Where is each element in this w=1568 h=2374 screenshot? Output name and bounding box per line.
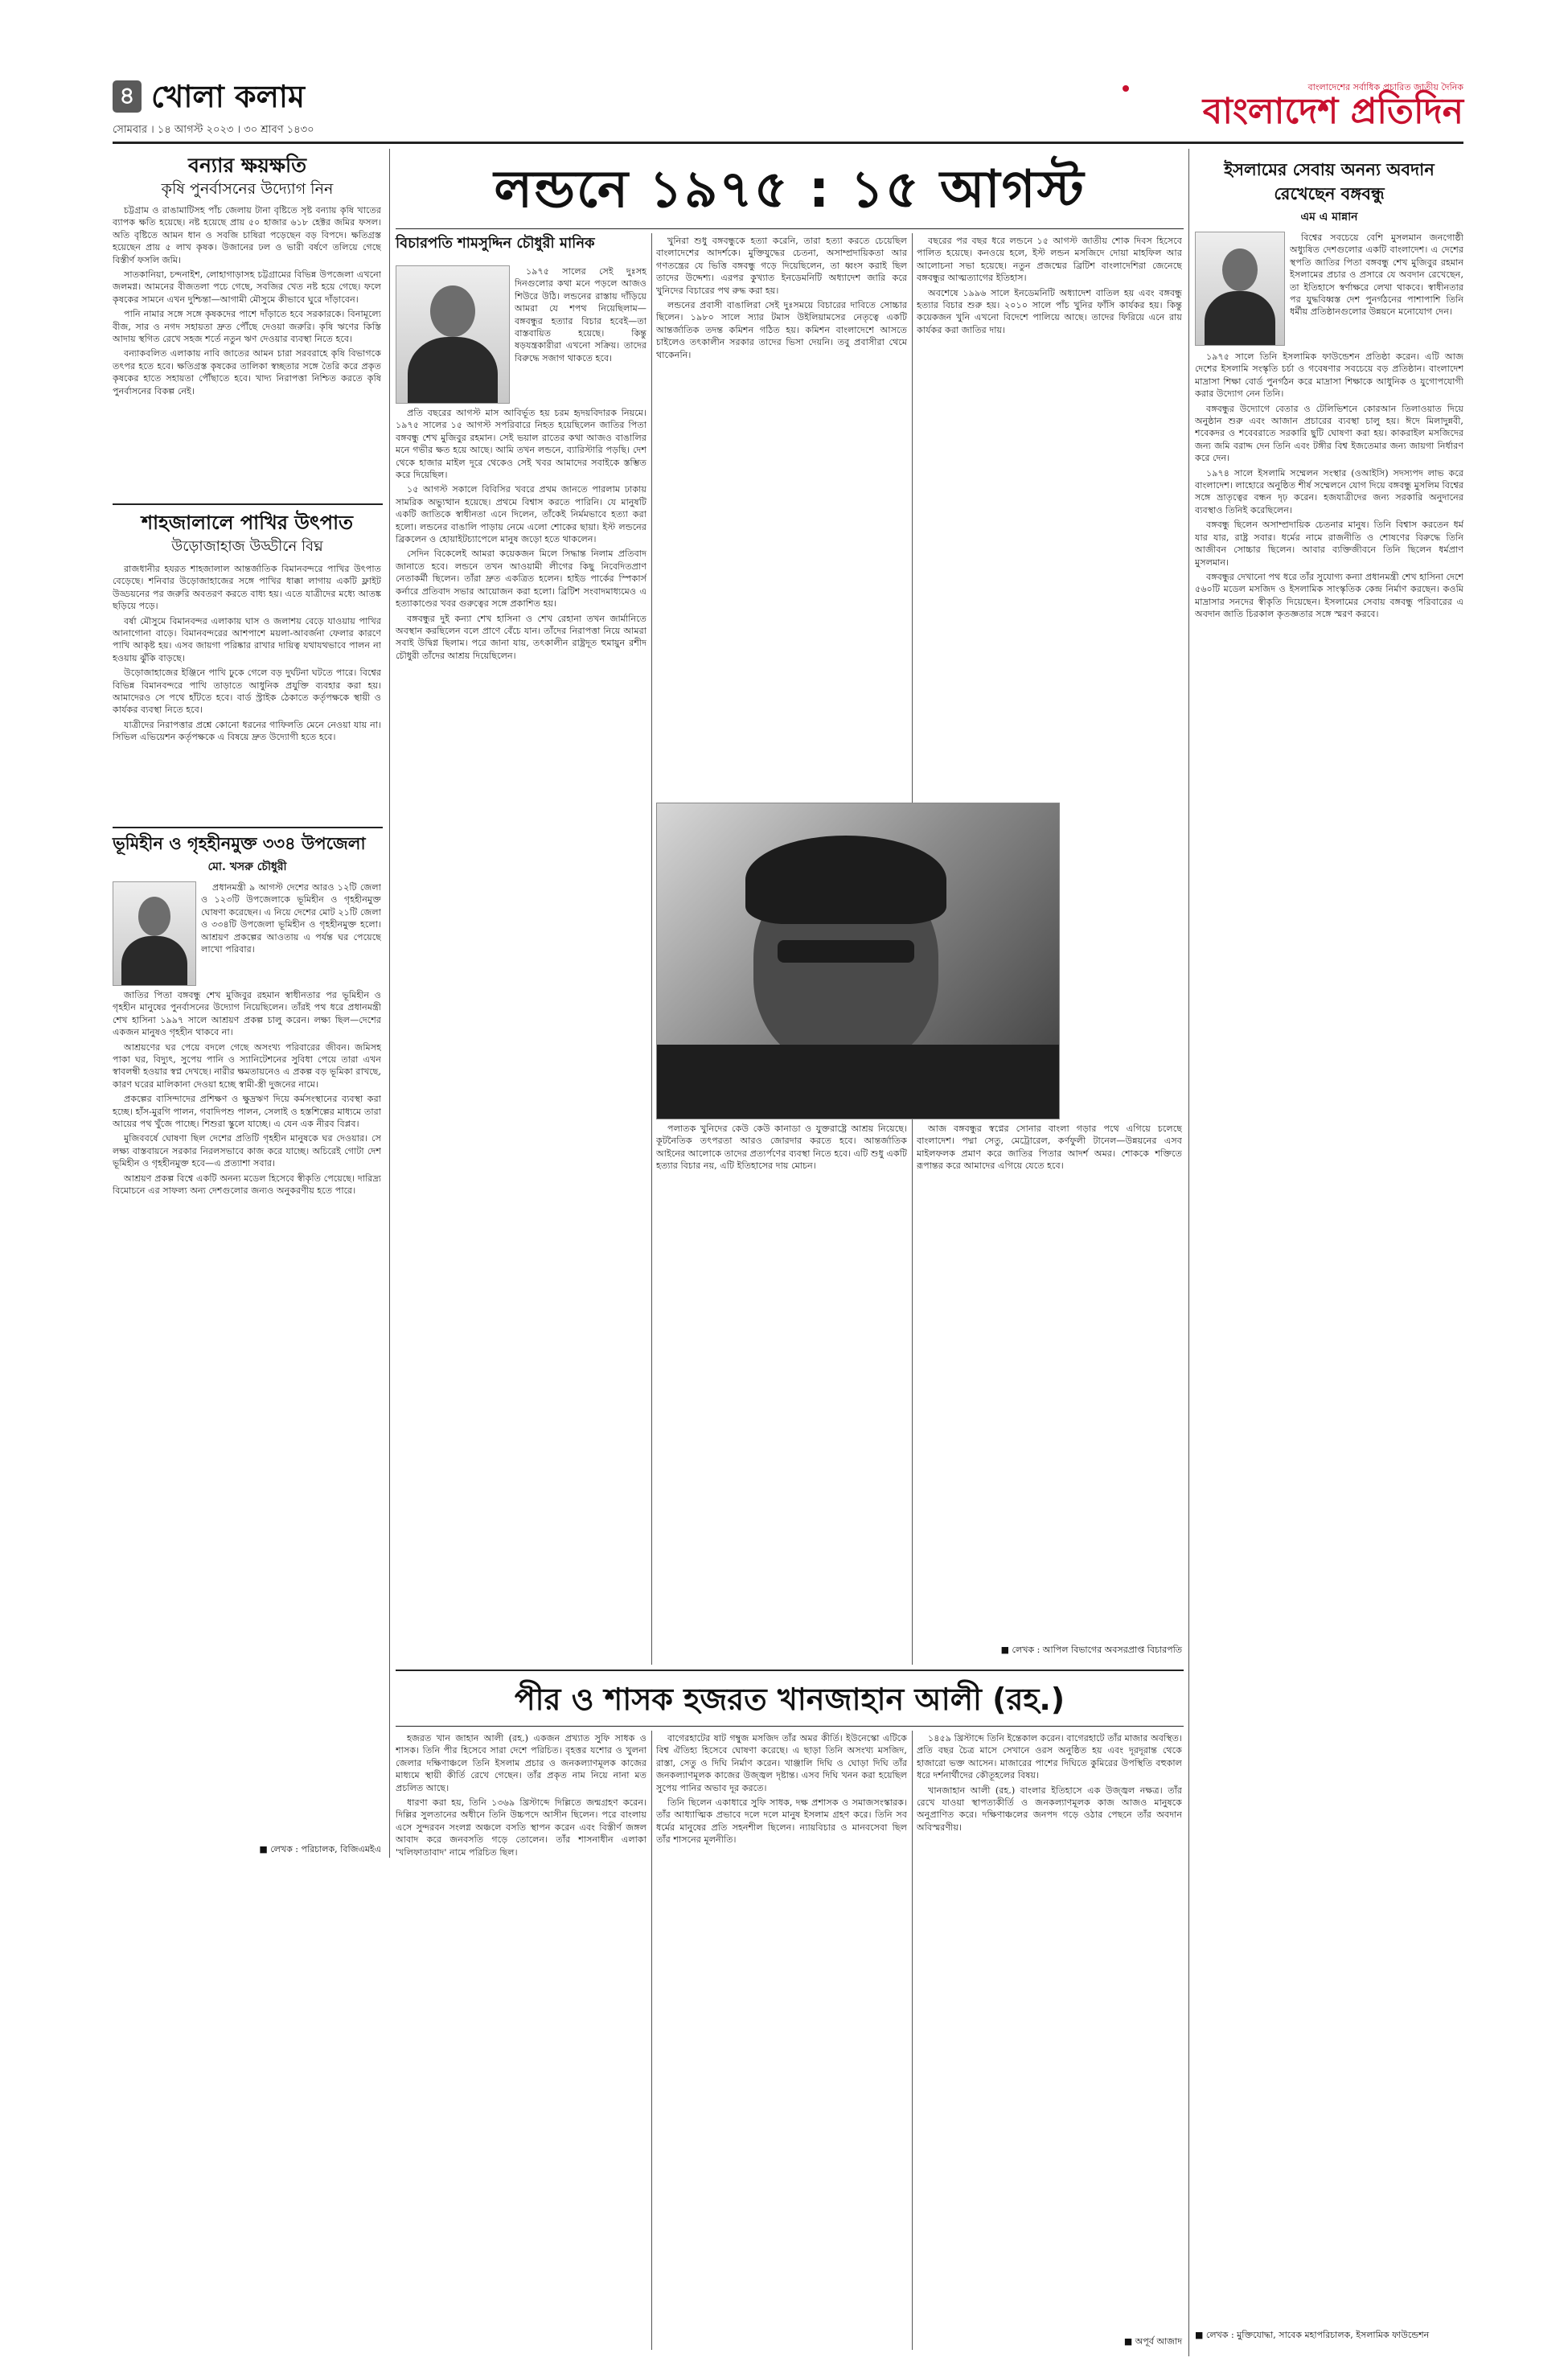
paragraph: বাগেরহাটের ষাট গম্বুজ মসজিদ তাঁর অমর কীর্তি। ইউনেস্কো এটিকে বিশ্ব ঐতিহ্য হিসেবে ঘোষণা করেছে। এ ছাড়া তিনি অসংখ্য মসজিদ, রাস্তা, সেতু ও দিঘি নির্মাণ করেন। খাঞ্জালি দিঘি ও ঘোড়া দিঘি তাঁর জনকল্যাণমূলক কাজের উজ্জ্বল দৃষ্টান্ত। এসব দিঘি খনন করা হয়েছিল সুপেয় পানির অভাব দূর করতে। — [656, 1733, 907, 1793]
pir-headline: পীর ও শাসক হজরত খানজাহান আলী (রহ.) — [514, 1682, 1065, 1717]
paragraph: আশ্রয়ণ প্রকল্প বিশ্বে একটি অনন্য মডেল হিসেবে স্বীকৃতি পেয়েছে। দারিদ্র্য বিমোচনে এর সাফল্য অন্য দেশগুলোর জন্যও অনুকরণীয় হতে পারে। — [113, 1173, 381, 1197]
pir-author-credit: ■ অপূর্ব আজাদ — [1123, 2336, 1182, 2347]
flood-kicker: বন্যার ক্ষয়ক্ষতি — [188, 154, 306, 177]
logo-red-dot — [1123, 85, 1129, 92]
newspaper-logo: বাংলাদেশ প্রতিদিন — [1202, 91, 1463, 132]
paragraph: প্রধানমন্ত্রী ৯ আগস্ট দেশের আরও ১২টি জেলা ও ১২৩টি উপজেলাকে ভূমিহীন ও গৃহহীনমুক্ত ঘোষণা করেছেন। এ নিয়ে দেশের মোট ২১টি জেলা ও ৩৩৪টি উপজেলা ভূমিহীন ও গৃহহীনমুক্ত হলো। আশ্রয়ণ প্রকল্পের আওতায় এ পর্যন্ত ঘর পেয়েছে লাখো পরিবার। — [201, 882, 381, 955]
london-body-col1-top — [515, 265, 646, 404]
landless-headline: ভূমিহীন ও গৃহহীনমুক্ত ৩৩৪ উপজেলা — [113, 834, 366, 853]
paragraph: জাতির পিতা বঙ্গবন্ধু শেখ মুজিবুর রহমান স্বাধীনতার পর ভূমিহীন ও গৃহহীন মানুষের পুনর্বাসনের উদ্যোগ নিয়েছিলেন। তাঁরই পথ ধরে প্রধানমন্ত্রী শেখ হাসিনা ১৯৯৭ সালে আশ্রয়ণ প্রকল্প চালু করেন। লক্ষ্য ছিল—দেশের একজন মানুষও গৃহহীন থাকবে না। — [113, 990, 381, 1038]
london-body-col2-top — [656, 235, 907, 798]
london-body-col1 — [396, 407, 646, 1663]
paragraph: পলাতক খুনিদের কেউ কেউ কানাডা ও যুক্তরাষ্ট্রে আশ্রয় নিয়েছে। কূটনৈতিক তৎপরতা আরও জোরদার করতে হবে। আন্তর্জাতিক আইনের আলোকে তাদের প্রত্যর্পণের ব্যবস্থা নিতে হবে। এটি শুধু একটি হত্যার বিচার নয়, এটি ইতিহাসের দায় মোচন। — [656, 1123, 907, 1172]
paragraph: বর্ষা মৌসুমে বিমানবন্দর এলাকায় ঘাস ও জলাশয় বেড়ে যাওয়ায় পাখির আনাগোনা বাড়ে। বিমানবন্দরের আশপাশে ময়লা-আবর্জনা ফেলার কারণে পাখি আকৃষ্ট হয়। এসব জায়গা পরিষ্কার রাখার দায়িত্ব যথাযথভাবে পালন না হওয়ায় ঝুঁকি বাড়ছে। — [113, 615, 381, 663]
landless-body-beside-photo — [201, 881, 381, 986]
logo-tagline: বাংলাদেশের সর্বাধিক প্রচারিত জাতীয় দৈনিক — [1307, 82, 1463, 92]
author-photo — [1195, 232, 1285, 346]
pir-body-col3 — [917, 1732, 1182, 2331]
section-title: খোলা কলাম — [151, 78, 305, 114]
section-rule — [113, 503, 383, 505]
paragraph: বঙ্গবন্ধু ছিলেন অসাম্প্রদায়িক চেতনার মানুষ। তিনি বিশ্বাস করতেন ধর্ম যার যার, রাষ্ট্র সবার। ধর্মের নামে রাজনীতি ও শোষণের বিরুদ্ধে তিনি আজীবন সোচ্চার ছিলেন। আবার ব্যক্তিজীবনে তিনি ছিলেন ধর্মপ্রাণ মুসলমান। — [1195, 520, 1463, 568]
paragraph: বিশ্বের সবচেয়ে বেশি মুসলমান জনগোষ্ঠী অধ্যুষিত দেশগুলোর একটি বাংলাদেশ। এ দেশের স্থপতি জাতির পিতা বঙ্গবন্ধু শেখ মুজিবুর রহমান ইসলামের প্রচার ও প্রসারে যে অবদান রেখেছেন, তা ইতিহাসে স্বর্ণাক্ষরে লেখা থাকবে। স্বাধীনতার পর যুদ্ধবিধ্বস্ত দেশ পুনর্গঠনের পাশাপাশি তিনি ধর্মীয় প্রতিষ্ঠানগুলোর উন্নয়নে মনোযোগ দেন। — [1290, 232, 1463, 318]
flood-body — [113, 204, 381, 499]
islam-body-beside-photo — [1290, 232, 1463, 346]
islam-byline: এম এ মান্নান — [1300, 211, 1358, 224]
paragraph: রাজধানীর হযরত শাহজালাল আন্তর্জাতিক বিমানবন্দরে পাখির উৎপাত বেড়েছে। শনিবার উড়োজাহাজের সঙ্গে পাখির ধাক্কা লাগায় একটি ফ্লাইট উড্ডয়নের পর জরুরি অবতরণ করতে বাধ্য হয়। এতে যাত্রীদের মধ্যে আতঙ্ক ছড়িয়ে পড়ে। — [113, 564, 381, 612]
paragraph: খুনিরা শুধু বঙ্গবন্ধুকে হত্যা করেনি, তারা হত্যা করতে চেয়েছিল বাংলাদেশের আদর্শকে। মুক্তিযুদ্ধের চেতনা, অসাম্প্রদায়িকতা আর গণতন্ত্রের যে ভিত্তি বঙ্গবন্ধু গড়ে দিয়েছিলেন, তা ধ্বংস করাই ছিল তাদের উদ্দেশ্য। এরপর কুখ্যাত ইনডেমনিটি অধ্যাদেশ জারি করে খুনিদের বিচারের পথ রুদ্ধ করা হয়। — [656, 236, 907, 296]
column-divider — [651, 1731, 652, 2350]
paragraph: প্রকল্পের বাসিন্দাদের প্রশিক্ষণ ও ক্ষুদ্রঋণ দিয়ে কর্মসংস্থানের ব্যবস্থা করা হচ্ছে। হাঁস-মুরগি পালন, গবাদিপশু পালন, সেলাই ও হস্তশিল্পের মাধ্যমে তারা আয়ের পথ খুঁজে পাচ্ছে। শিশুরা স্কুলে যাচ্ছে। এ যেন এক নীরব বিপ্লব। — [113, 1094, 381, 1130]
islam-author-credit: ■ লেখক : মুক্তিযোদ্ধা, সাবেক মহাপরিচালক, ইসলামিক ফাউন্ডেশন — [1195, 2330, 1430, 2340]
column-divider — [1188, 149, 1189, 2356]
landless-byline: মো. খসরু চৌধুরী — [207, 860, 287, 873]
dateline: সোমবার । ১৪ আগস্ট ২০২৩ । ৩০ শ্রাবণ ১৪৩০ — [113, 124, 314, 136]
page-number: ৪ — [119, 82, 135, 110]
paragraph: আশ্রয়ণের ঘর পেয়ে বদলে গেছে অসংখ্য পরিবারের জীবন। জমিসহ পাকা ঘর, বিদ্যুৎ, সুপেয় পানি ও স্যানিটেশনের সুবিধা পেয়ে তারা এখন স্বাবলম্বী হওয়ার স্বপ্ন দেখছে। নারীর ক্ষমতায়নেও এ প্রকল্প বড় ভূমিকা রাখছে, কারণ ঘরের মালিকানা দেওয়া হচ্ছে স্বামী-স্ত্রী দুজনের নামে। — [113, 1041, 381, 1090]
london-body-col2-bottom — [656, 1123, 907, 1663]
paragraph: খানজাহান আলী (রহ.) বাংলার ইতিহাসে এক উজ্জ্বল নক্ষত্র। তাঁর রেখে যাওয়া স্থাপত্যকীর্তি ও জনকল্যাণমূলক কাজ আজও মানুষকে অনুপ্রাণিত করে। দক্ষিণাঞ্চলের জনপদ গড়ে ওঠার পেছনে তাঁর অবদান অবিস্মরণীয়। — [917, 1785, 1182, 1833]
london-body-col3-bottom — [917, 1123, 1182, 1637]
paragraph: বঙ্গবন্ধুর দুই কন্যা শেখ হাসিনা ও শেখ রেহানা তখন জার্মানিতে অবস্থান করছিলেন বলে প্রাণে বেঁচে যান। তাঁদের নিরাপত্তা নিয়ে আমরা সবাই উদ্বিগ্ন ছিলাম। পরে জানা যায়, তৎকালীন রাষ্ট্রদূত হুমায়ুন রশীদ চৌধুরী তাঁদের আশ্রয় দিয়েছিলেন। — [396, 613, 646, 661]
column-divider — [912, 1731, 913, 2350]
paragraph: ১৯৭৫ সালে তিনি ইসলামিক ফাউন্ডেশন প্রতিষ্ঠা করেন। এটি আজ দেশের ইসলামি সংস্কৃতি চর্চা ও গবেষণার সবচেয়ে বড় প্রতিষ্ঠান। বাংলাদেশ মাদ্রাসা শিক্ষা বোর্ড পুনর্গঠন করে মাদ্রাসা শিক্ষাকে আধুনিক ও যুগোপযোগী করার উদ্যোগ নেন তিনি। — [1195, 351, 1463, 400]
shahjalal-headline: শাহজালালে পাখির উৎপাত — [141, 511, 354, 534]
paragraph: ধারণা করা হয়, তিনি ১৩৬৯ খ্রিস্টাব্দে দিল্লিতে জন্মগ্রহণ করেন। দিল্লির সুলতানের অধীনে তিনি উচ্চপদে আসীন ছিলেন। পরে বাংলায় এসে সুন্দরবন সংলগ্ন অঞ্চলে বসতি স্থাপন করেন এবং বিস্তীর্ণ জঙ্গল আবাদ করে জনবসতি গড়ে তোলেন। তাঁর শাসনাধীন এলাকা 'খলিফাতাবাদ' নামে পরিচিত ছিল। — [396, 1797, 646, 1858]
paragraph: লন্ডনের প্রবাসী বাঙালিরা সেই দুঃসময়ে বিচারের দাবিতে সোচ্চার ছিলেন। ১৯৮০ সালে স্যার টমাস উইলিয়ামসের নেতৃত্বে একটি আন্তর্জাতিক তদন্ত কমিশন গঠিত হয়। কমিশন বাংলাদেশে আসতে চাইলেও তৎকালীন সরকার তাদের ভিসা দেয়নি। তবু প্রবাসীরা থেমে থাকেননি। — [656, 300, 907, 360]
paragraph: ১৫ আগস্ট সকালে বিবিসির খবরে প্রথম জানতে পারলাম ঢাকায় সামরিক অভ্যুত্থান হয়েছে। প্রথমে বিশ্বাস করতে পারিনি। যে মানুষটি একটি জাতিকে স্বাধীনতা এনে দিলেন, তাঁকেই নির্মমভাবে হত্যা করা হলো। লন্ডনের বাঙালি পাড়ায় নেমে এলো শোকের ছায়া। ইস্ট লন্ডনের ব্রিকলেন ও হোয়াইটচ্যাপেলে মানুষ জড়ো হতে থাকলেন। — [396, 484, 646, 545]
paragraph: সেদিন বিকেলেই আমরা কয়েকজন মিলে সিদ্ধান্ত নিলাম প্রতিবাদ জানাতে হবে। লন্ডনে তখন আওয়ামী লীগের কিছু নিবেদিতপ্রাণ নেতাকর্মী ছিলেন। তাঁরা দ্রুত একত্রিত হলেন। হাইড পার্কের স্পিকার্স কর্নারে প্রতিবাদ সভার আয়োজন করা হলো। ব্রিটিশ সংবাদমাধ্যমেও এ হত্যাকাণ্ডের খবর গুরুত্বের সঙ্গে প্রকাশিত হয়। — [396, 548, 646, 610]
pir-body-col1 — [396, 1732, 646, 2347]
islam-body — [1195, 351, 1463, 2326]
paragraph: ১৯৭৪ সালে ইসলামি সম্মেলন সংস্থার (ওআইসি) সদস্যপদ লাভ করে বাংলাদেশ। লাহোরে অনুষ্ঠিত শীর্ষ সম্মেলনে যোগ দিয়ে বঙ্গবন্ধু মুসলিম বিশ্বের সঙ্গে ভ্রাতৃত্বের বন্ধন দৃঢ় করেন। হজযাত্রীদের জন্য সরকারি অনুদানের ব্যবস্থাও তিনিই করেছিলেন। — [1195, 467, 1463, 515]
london-headline: লন্ডনে ১৯৭৫ : ১৫ আগস্ট — [494, 160, 1086, 220]
paragraph: ১৪৫৯ খ্রিস্টাব্দে তিনি ইন্তেকাল করেন। বাগেরহাটে তাঁর মাজার অবস্থিত। প্রতি বছর চৈত্র মাসে সেখানে ওরস অনুষ্ঠিত হয় এবং দূরদূরান্ত থেকে হাজারো ভক্ত আসেন। মাজারের পাশের দিঘিতে কুমিরের উপস্থিতি বহুকাল ধরে দর্শনার্থীদের কৌতূহলের বিষয়। — [917, 1733, 1182, 1781]
section-rule — [396, 1670, 1184, 1671]
bangabandhu-photo — [656, 803, 1060, 1119]
paragraph: বন্যাকবলিত এলাকায় নাবি জাতের আমন চারা সরবরাহে কৃষি বিভাগকে তৎপর হতে হবে। ক্ষতিগ্রস্ত কৃষকের তালিকা স্বচ্ছতার সঙ্গে তৈরি করে প্রকৃত কৃষকের হাতে সহায়তা পৌঁছাতে হবে। খাদ্য নিরাপত্তা নিশ্চিত করতে কৃষি পুনর্বাসনের বিকল্প নেই। — [113, 348, 381, 396]
pir-body-col2 — [656, 1732, 907, 2347]
paragraph: বঙ্গবন্ধুর দেখানো পথ ধরে তাঁর সুযোগ্য কন্যা প্রধানমন্ত্রী শেখ হাসিনা দেশে ৫৬০টি মডেল মসজিদ ও ইসলামিক সাংস্কৃতিক কেন্দ্র নির্মাণ করছেন। কওমি মাদ্রাসার সনদের স্বীকৃতি দিয়েছেন। ইসলামের সেবায় বঙ্গবন্ধু পরিবারের এ অবদান জাতি চিরকাল কৃতজ্ঞতার সঙ্গে স্মরণ করবে। — [1195, 571, 1463, 620]
section-rule — [113, 827, 383, 828]
paragraph: তিনি ছিলেন একাধারে সুফি সাধক, দক্ষ প্রশাসক ও সমাজসংস্কারক। তাঁর আধ্যাত্মিক প্রভাবে দলে দলে মানুষ ইসলাম গ্রহণ করে। তিনি সব ধর্মের মানুষের প্রতি সহনশীল ছিলেন। ন্যায়বিচার ও মানবসেবা ছিল তাঁর শাসনের মূলনীতি। — [656, 1797, 907, 1846]
author-photo — [396, 265, 510, 404]
masthead-rule — [113, 142, 1463, 144]
paragraph: বঙ্গবন্ধুর উদ্যোগে বেতার ও টেলিভিশনে কোরআন তিলাওয়াত দিয়ে অনুষ্ঠান শুরু এবং আজান প্রচারের ব্যবস্থা চালু হয়। ঈদে মিলাদুন্নবী, শবেকদর ও শবেবরাতে সরকারি ছুটি ঘোষণা করা হয়। কাকরাইল মসজিদের জন্য জমি বরাদ্দ দেন তিনি এবং টঙ্গীর বিশ্ব ইজতেমার জন্য জায়গা নির্ধারণ করে দেন। — [1195, 403, 1463, 464]
paragraph: ১৯৭৫ সালের সেই দুঃসহ দিনগুলোর কথা মনে পড়লে আজও শিউরে উঠি। লন্ডনের রাস্তায় দাঁড়িয়ে আমরা যে শপথ নিয়েছিলাম—বঙ্গবন্ধুর হত্যার বিচার হবেই—তা বাস্তবায়িত হয়েছে। কিন্তু ষড়যন্ত্রকারীরা এখনো সক্রিয়। তাদের বিরুদ্ধে সজাগ থাকতে হবে। — [515, 266, 646, 363]
paragraph: সাতকানিয়া, চন্দনাইশ, লোহাগাড়াসহ চট্টগ্রামের বিভিন্ন উপজেলা এখনো জলমগ্ন। আমনের বীজতলা পচে গেছে, সবজির খেত নষ্ট হয়ে গেছে। ফলে কৃষকের সামনে এখন দুশ্চিন্তা—আগামী মৌসুমে কীভাবে ঘুরে দাঁড়াবেন। — [113, 269, 381, 305]
column-divider — [389, 149, 390, 1858]
paragraph: অবশেষে ১৯৯৬ সালে ইনডেমনিটি অধ্যাদেশ বাতিল হয় এবং বঙ্গবন্ধু হত্যার বিচার শুরু হয়। ২০১০ সালে পাঁচ খুনির ফাঁসি কার্যকর হয়। কিন্তু কয়েকজন খুনি এখনো বিদেশে পালিয়ে আছে। তাদের ফিরিয়ে এনে রায় কার্যকর করা জাতির দায়। — [917, 287, 1182, 335]
paragraph: প্রতি বছরের আগস্ট মাস আবির্ভূত হয় চরম হৃদয়বিদারক নিয়মে। ১৯৭৫ সালের ১৫ আগস্ট সপরিবারে নিহত হয়েছিলেন জাতির পিতা বঙ্গবন্ধু শেখ মুজিবুর রহমান। সেই ভয়াল রাতের কথা আজও বাঙালির মনে গভীর ক্ষত হয়ে আছে। আমি তখন লন্ডনে, ব্যারিস্টারি পড়ছি। দেশ থেকে হাজার মাইল দূরে থেকেও সেই খবর আমাদের সবাইকে স্তম্ভিত করে দিয়েছিল। — [396, 408, 646, 481]
london-author-credit: ■ লেখক : আপিল বিভাগের অবসরপ্রাপ্ত বিচারপতি — [1000, 1645, 1182, 1655]
paragraph: যাত্রীদের নিরাপত্তার প্রশ্নে কোনো ধরনের গাফিলতি মেনে নেওয়া যায় না। সিভিল এভিয়েশন কর্তৃপক্ষকে এ বিষয়ে দ্রুত উদ্যোগী হতে হবে। — [113, 719, 381, 743]
paragraph: মুজিববর্ষে ঘোষণা ছিল দেশের প্রতিটি গৃহহীন মানুষকে ঘর দেওয়ার। সে লক্ষ্য বাস্তবায়নে সরকার নিরলসভাবে কাজ করে যাচ্ছে। অচিরেই গোটা দেশ ভূমিহীন ও গৃহহীনমুক্ত হবে—এ প্রত্যাশা সবার। — [113, 1133, 381, 1169]
paragraph: আজ বঙ্গবন্ধুর স্বপ্নের সোনার বাংলা গড়ার পথে এগিয়ে চলেছে বাংলাদেশ। পদ্মা সেতু, মেট্রোরেল, কর্ণফুলী টানেল—উন্নয়নের এসব মাইলফলক প্রমাণ করে জাতির পিতার আদর্শ অমর। শোককে শক্তিতে রূপান্তর করে আমাদের এগিয়ে যেতে হবে। — [917, 1123, 1182, 1172]
paragraph: হজরত খান জাহান আলী (রহ.) একজন প্রখ্যাত সুফি সাধক ও শাসক। তিনি পীর হিসেবে সারা দেশে পরিচিত। বৃহত্তর যশোর ও খুলনা জেলার দক্ষিণাঞ্চলে তিনি ইসলাম প্রচার ও জনকল্যাণমূলক কাজের মাধ্যমে স্থায়ী কীর্তি রেখে গেছেন। তাঁর প্রকৃত নাম নিয়ে নানা মত প্রচলিত আছে। — [396, 1733, 646, 1793]
shahjalal-body — [113, 563, 381, 820]
flood-headline: কৃষি পুনর্বাসনের উদ্যোগ নিন — [161, 180, 334, 198]
paragraph: উড়োজাহাজের ইঞ্জিনে পাখি ঢুকে গেলে বড় দুর্ঘটনা ঘটতে পারে। বিশ্বের বিভিন্ন বিমানবন্দরে পাখি তাড়াতে আধুনিক প্রযুক্তি ব্যবহার করা হয়। আমাদেরও সে পথে হাঁটতে হবে। বার্ড স্ট্রাইক ঠেকাতে কর্তৃপক্ষকে স্থায়ী ও কার্যকর ব্যবস্থা নিতে হবে। — [113, 667, 381, 716]
landless-body — [113, 989, 381, 1840]
shahjalal-subhead: উড়োজাহাজ উড্ডীনে বিঘ্ন — [171, 538, 323, 555]
london-byline: বিচারপতি শামসুদ্দিন চৌধুরী মানিক — [396, 235, 595, 252]
paragraph: চট্টগ্রাম ও রাঙামাটিসহ পাঁচ জেলায় টানা বৃষ্টিতে সৃষ্ট বন্যায় কৃষি খাতের ব্যাপক ক্ষতি হয়েছে। নষ্ট হয়েছে প্রায় ৫০ হাজার ৬১৮ হেক্টর জমির ফসল। অতি বৃষ্টিতে আমন ধান ও সবজি চাষিরা পড়েছেন বড় বিপদে। ক্ষতিগ্রস্ত হয়েছেন প্রায় ৫ লাখ কৃষক। উজানের ঢল ও ভারী বর্ষণে তলিয়ে গেছে বিস্তীর্ণ ফসলি জমি। — [113, 205, 381, 265]
column-divider — [651, 233, 652, 1665]
paragraph: বছরের পর বছর ধরে লন্ডনে ১৫ আগস্ট জাতীয় শোক দিবস হিসেবে পালিত হয়েছে। কনওয়ে হলে, ইস্ট লন্ডন মসজিদে দোয়া মাহফিল আর আলোচনা সভা হয়েছে। নতুন প্রজন্মের ব্রিটিশ বাংলাদেশিরা জেনেছে বঙ্গবন্ধুর আত্মত্যাগের ইতিহাস। — [917, 236, 1182, 284]
landless-author-credit: ■ লেখক : পরিচালক, বিজিএমইএ — [259, 1844, 381, 1854]
author-photo — [113, 881, 196, 986]
paragraph: পানি নামার সঙ্গে সঙ্গে কৃষকদের পাশে দাঁড়াতে হবে সরকারকে। বিনামূল্যে বীজ, সার ও নগদ সহায়তা দ্রুত পৌঁছে দেওয়া জরুরি। কৃষি ঋণের কিস্তি আদায় স্থগিত রেখে সহজ শর্তে নতুন ঋণ দেওয়ার ব্যবস্থা নিতে হবে। — [113, 309, 381, 345]
headline-rule — [396, 1726, 1184, 1727]
islam-headline: ইসলামের সেবায় অনন্য অবদান রেখেছেন বঙ্গবন্ধু — [1224, 160, 1435, 203]
london-body-col3-top — [917, 235, 1182, 798]
headline-rule — [396, 228, 1184, 229]
